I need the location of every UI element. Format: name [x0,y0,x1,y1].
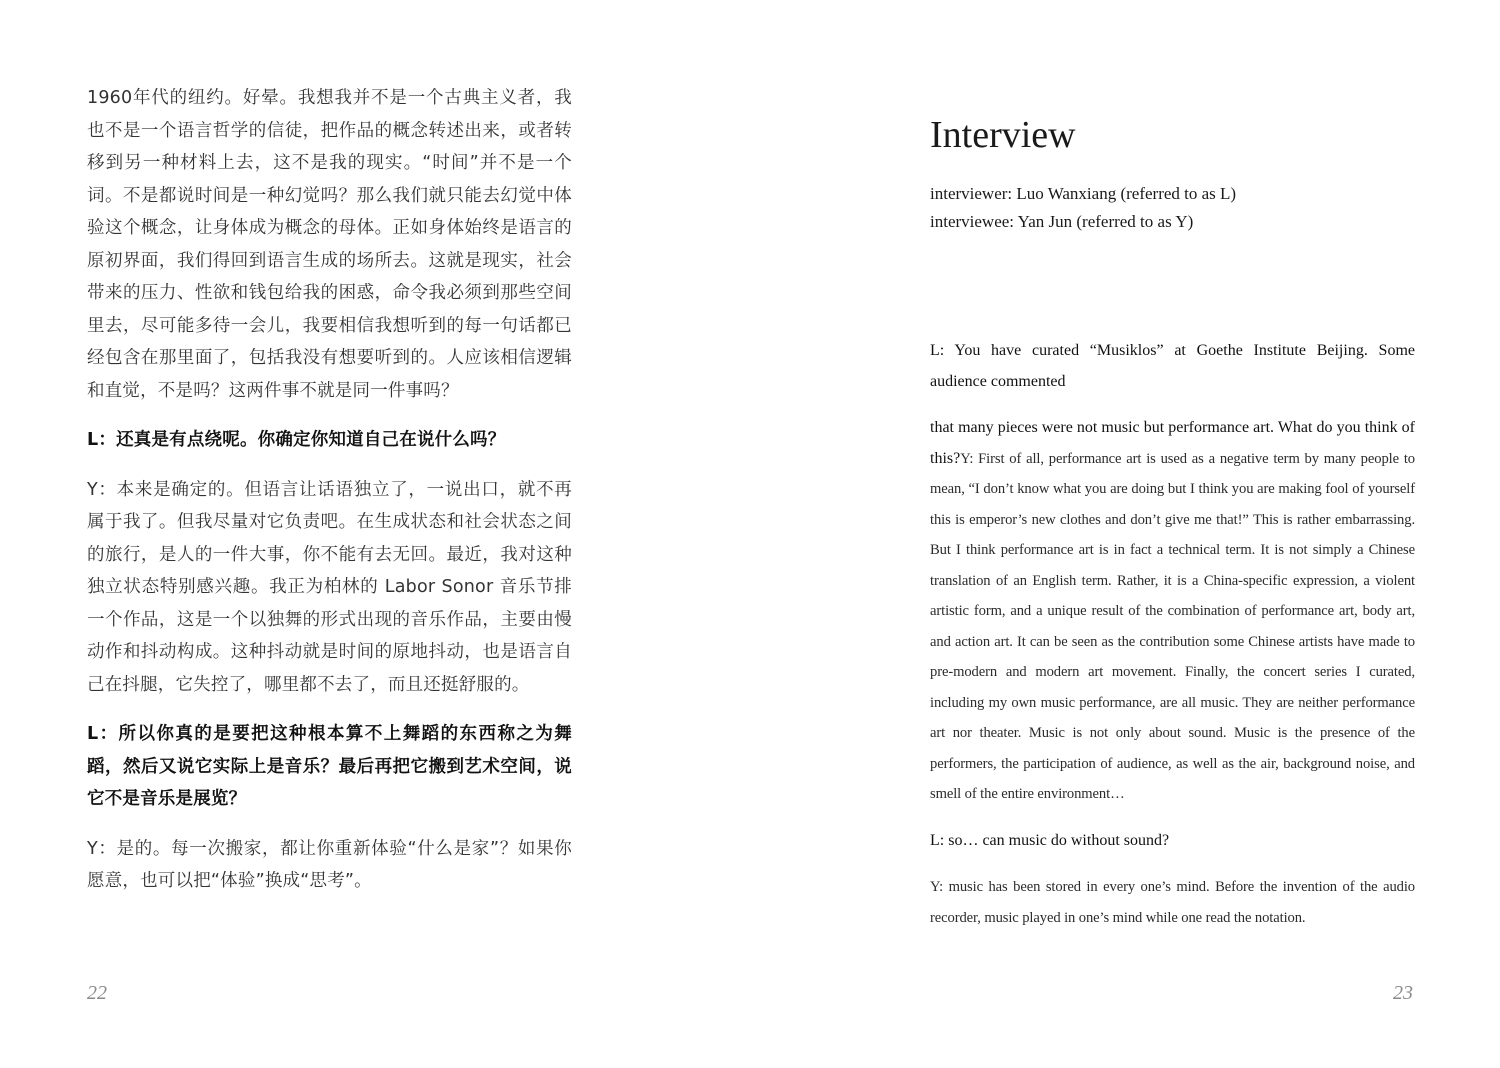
paragraph-2-question [87,424,572,457]
answer-1: Y: First of all, performance art is used as a negative term by many people to mean, “I don’t know what you are doing but I think you are making fool of yourself this is emperor’s new clothes and don’t give me that!” This is rather embarrassing. But I think performance art is in fact a technical term. It is not simply a Chinese translation of an English term. Rather, it is a China-specific expression, a violent artistic form, and a unique result of the combination of performance art, body art, and action art. It can be seen as the contribution some Chinese artists have made to pre-modern and modern art movement. Finally, the concert series I curated, including my own music performance, are all music. They are neither performance art nor theater. Music is not only about sound. Music is the presence of the performers, the participation of audience, as well as the air, background noise, and smell of the entire environment… [930,450,1415,802]
paragraph-5-text: 是的。每一次搬家，都让你重新体验“什么是家”？如果你愿意，也可以把“体验”换成“思考”。 [87,838,572,891]
paragraph-1 [87,82,572,407]
paragraph-3-text: 本来是确定的。但语言让话语独立了，一说出口，就不再属于我了。但我尽量对它负责吧。在生成状态和社会状态之间的旅行，是人的一件大事，你不能有去无回。最近，我对这种独立状态特别感兴趣。我正为柏林的 Labor Sonor 音乐节排一个作品，这是一个以独舞的形式出现的音乐作品，主要由慢动作和抖动构成。这种抖动就是时间的原地抖动，也是语言自己在抖腿，它失控了，哪里都不去了，而且还挺舒服的。 [87,479,573,695]
paragraph-1-text: 1960年代的纽约。好晕。我想我并不是一个古典主义者，我也不是一个语言哲学的信徒，把作品的概念转述出来，或者转移到另一种材料上去，这不是我的现实。“时间”并不是一个词。不是都说时间是一种幻觉吗？那么我们就只能去幻觉中体验这个概念，让身体成为概念的母体。正如身体始终是语言的原初界面，我们得回到语言生成的场所去。这就是现实，社会带来的压力、性欲和钱包给我的困惑，命令我必须到那些空间里去，尽可能多待一会儿，我要相信我想听到的每一句话都已经包含在那里面了，包括我没有想要听到的。人应该相信逻辑和直觉，不是吗？这两件事不就是同一件事吗？ [87,88,572,401]
page-number-left: 22 [87,982,107,1004]
question-1-continued-text: that many pieces were not music but performance art. What do you think of this? [930,419,1415,467]
chinese-interview-text [87,82,572,915]
question-1-continued [930,413,1415,810]
paragraph-2-text: 还真是有点绕呢。你确定你知道自己在说什么吗？ [116,430,506,450]
speaker-y: Y： [87,479,117,500]
answer-2: Y: music has been stored in every one’s mind. Before the invention of the audio recorder, music played in one’s mind while one read the notation. [930,879,1415,926]
paragraph-5-answer [87,833,572,898]
page-number-right: 23 [1393,982,1413,1004]
paragraph-3-answer [87,474,572,702]
question-2: L: so… can music do without sound? [930,831,1170,849]
interview-title: Interview [930,114,1076,156]
speaker-l: L： [87,430,117,450]
english-interview-text [930,336,1415,949]
interviewee-line: interviewee: Yan Jun (referred to as Y) [930,212,1194,231]
right-page [750,0,1500,1068]
speaker-y: Y： [87,838,117,859]
paragraph-4-text: 所以你真的是要把这种根本算不上舞蹈的东西称之为舞蹈，然后又说它实际上是音乐？最后再把它搬到艺术空间，说它不是音乐是展览？ [87,724,572,809]
paragraph-4-question [87,718,572,816]
speaker-l: L： [87,724,119,744]
interview-credits [930,180,1236,236]
interviewer-line: interviewer: Luo Wanxiang (referred to as L) [930,184,1237,203]
question-1: L: You have curated “Musiklos” at Goethe Institute Beijing. Some audience commented [930,342,1415,390]
